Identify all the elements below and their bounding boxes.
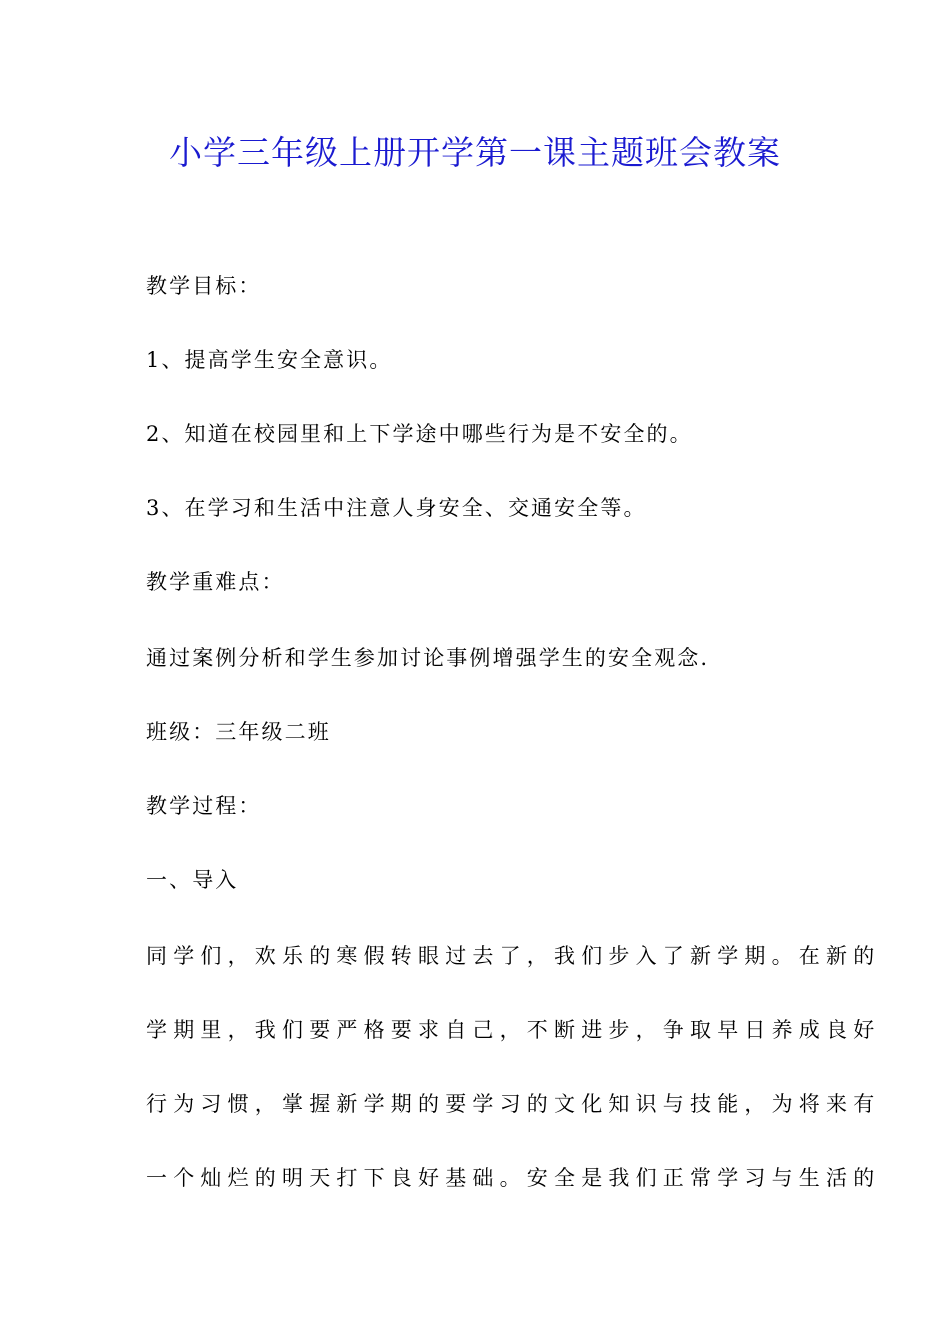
intro-paragraph: [146, 919, 881, 1215]
class-info: 班级：三年级二班: [146, 720, 331, 744]
objective-item-2: 2、知道在校园里和上下学途中哪些行为是不安全的。: [146, 422, 693, 446]
intro-line-2: 学期里，我们要严格要求自己，不断进步，争取早日养成良好: [146, 1018, 881, 1042]
intro-line-1: 同学们，欢乐的寒假转眼过去了，我们步入了新学期。在新的: [146, 944, 881, 968]
key-points-text: 通过案例分析和学生参加讨论事例增强学生的安全观念.: [146, 646, 710, 670]
document-title: 小学三年级上册开学第一课主题班会教案: [169, 133, 781, 172]
objective-item-1: 1、提高学生安全意识。: [146, 348, 393, 372]
intro-line-3: 行为习惯，掌握新学期的要学习的文化知识与技能，为将来有: [146, 1092, 881, 1116]
section-one-heading: 一、导入: [146, 868, 239, 892]
intro-line-4: 一个灿烂的明天打下良好基础。安全是我们正常学习与生活的: [146, 1166, 881, 1190]
key-points-heading: 教学重难点：: [146, 570, 285, 594]
process-heading: 教学过程：: [146, 794, 262, 818]
objective-item-3: 3、在学习和生活中注意人身安全、交通安全等。: [146, 496, 647, 520]
objectives-heading: 教学目标：: [146, 274, 262, 298]
